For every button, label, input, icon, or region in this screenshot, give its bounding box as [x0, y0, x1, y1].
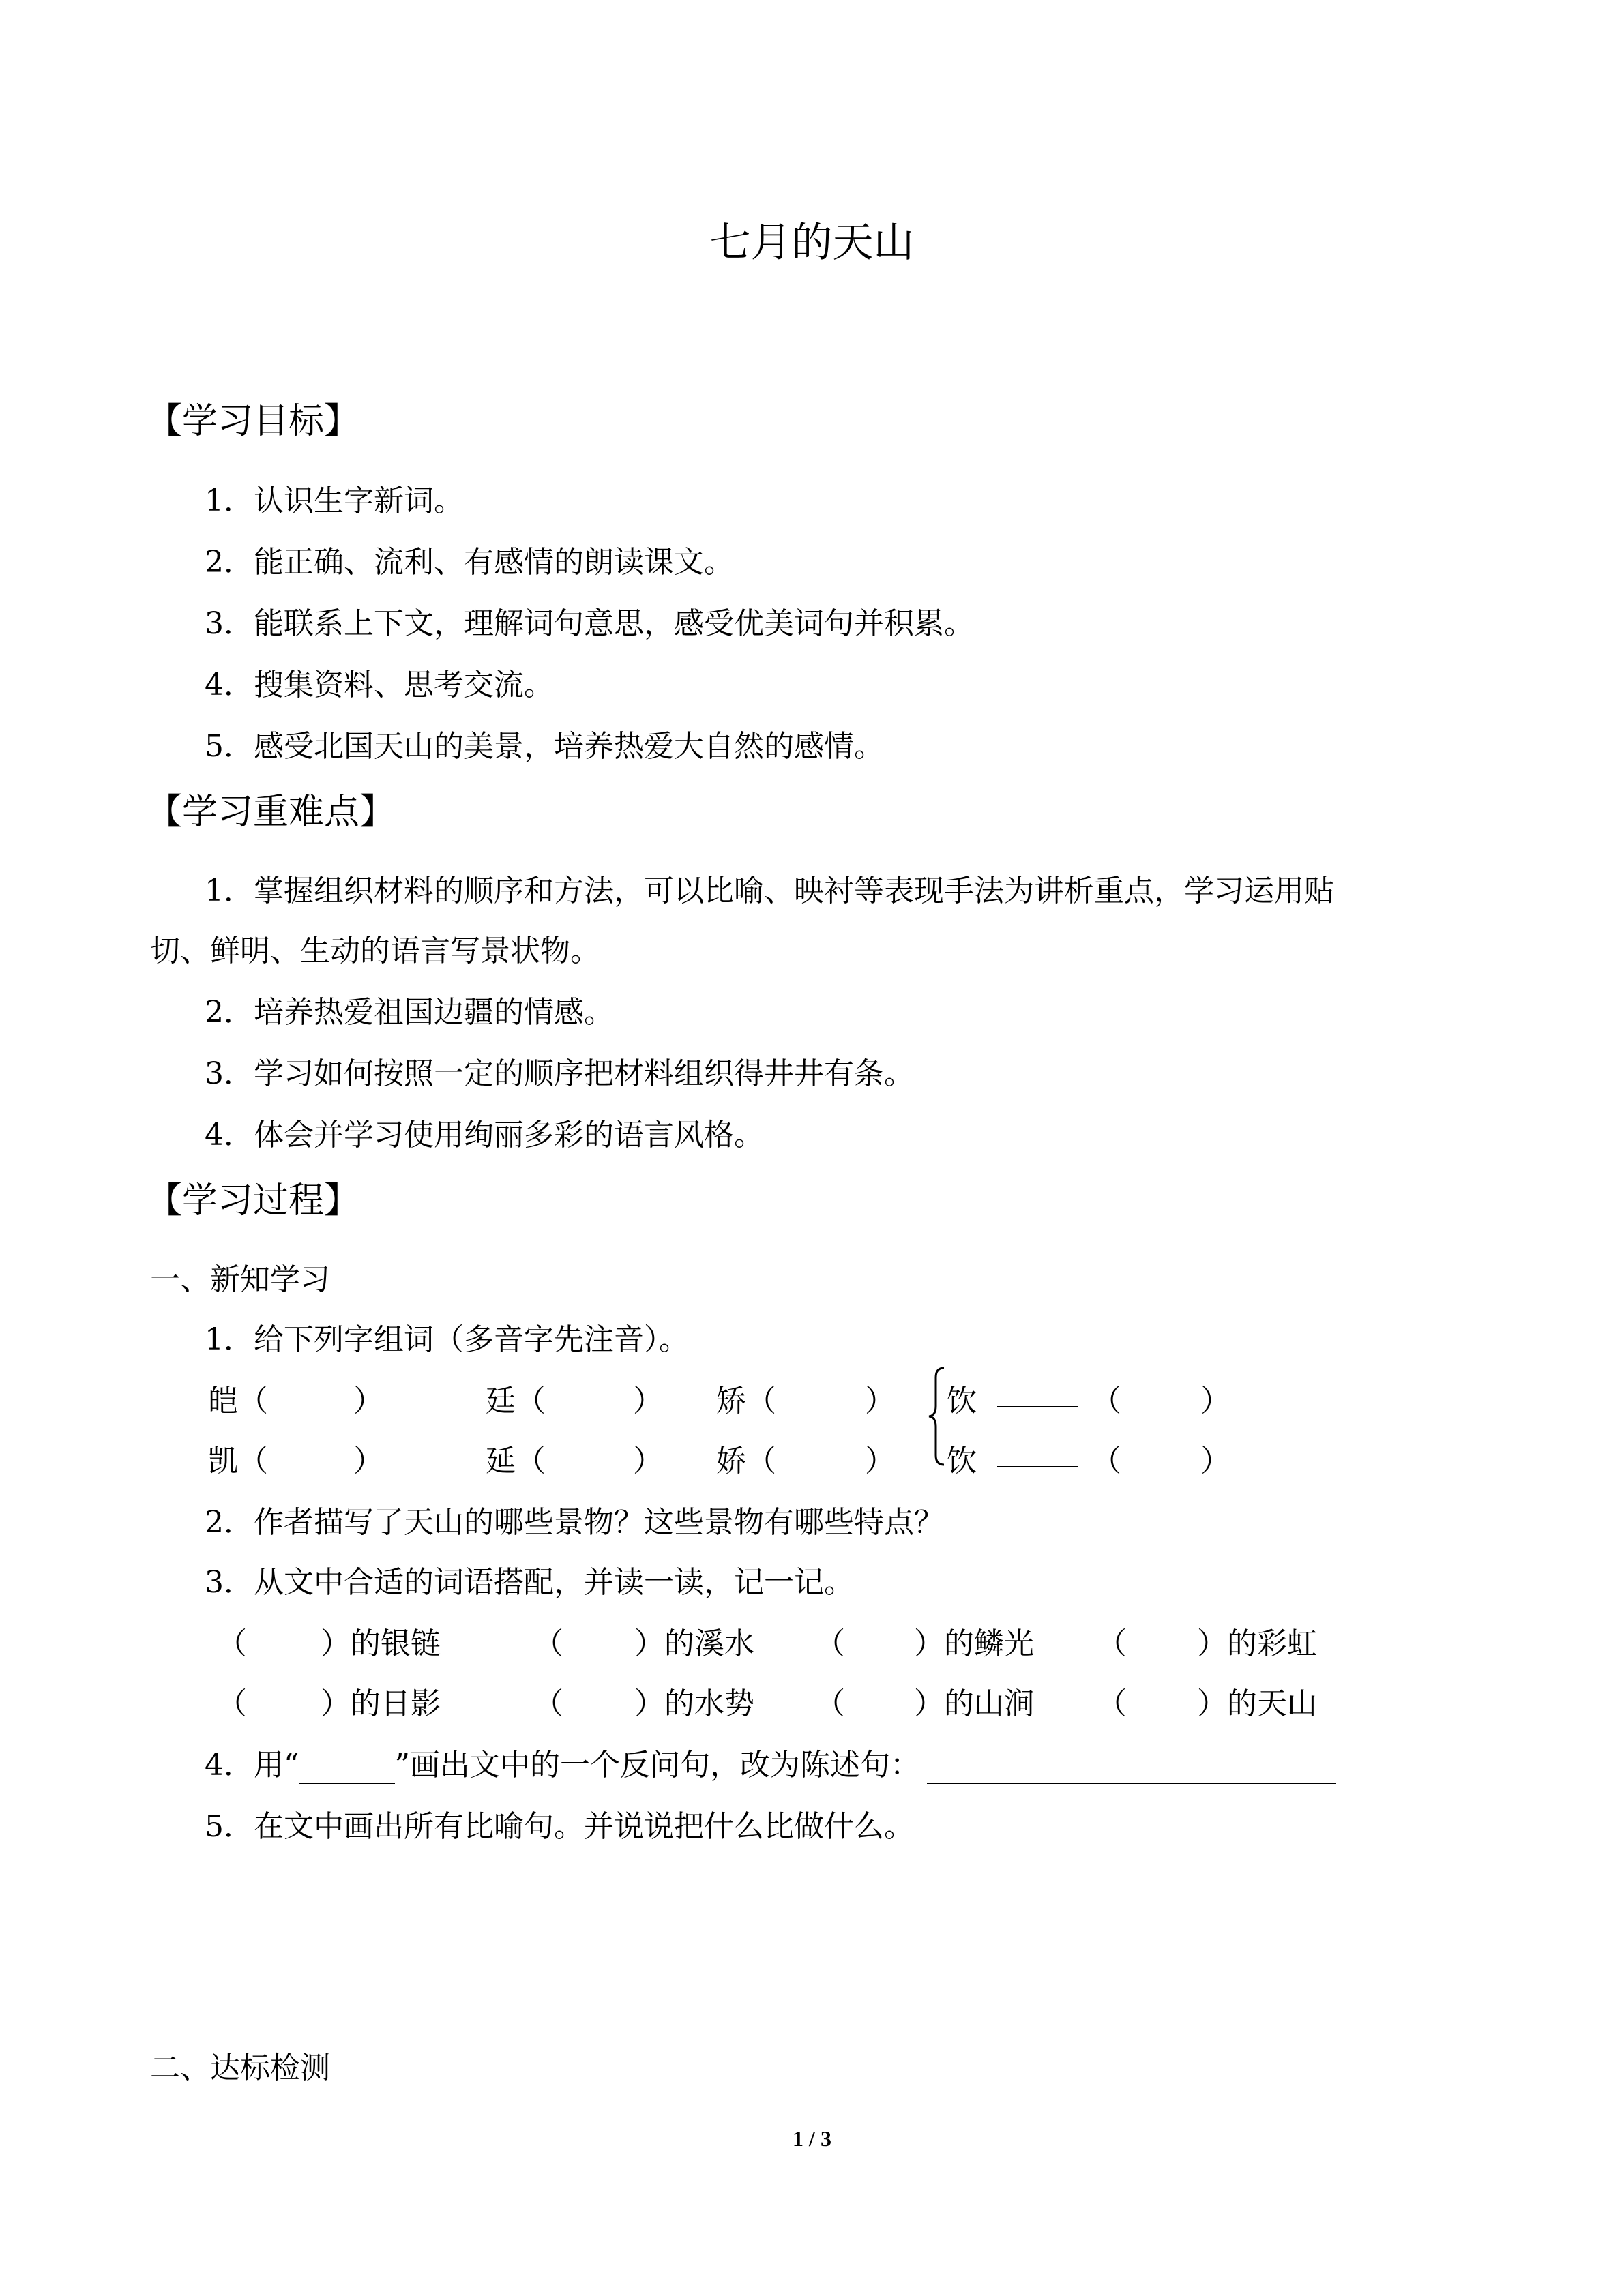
goals-heading: 【学习目标】: [147, 401, 360, 442]
match-item: ）的银链: [321, 1626, 441, 1661]
match-item: ）的鳞光: [914, 1626, 1034, 1661]
key-point-item: 2．培养热爱祖国边疆的情感。: [205, 995, 614, 1030]
match-paren: （: [1097, 1686, 1127, 1721]
char-paren: ）: [1200, 1444, 1230, 1478]
char-cell: 凯（: [208, 1444, 268, 1478]
key-points-heading: 【学习重难点】: [147, 792, 396, 833]
goal-item: 4．搜集资料、思考交流。: [205, 668, 554, 702]
key-point-item: 3．学习如何按照一定的顺序把材料组织得井井有条。: [205, 1056, 914, 1091]
char-cell: 皑（: [208, 1384, 268, 1418]
match-item: ）的溪水: [634, 1626, 754, 1661]
char-cell: 廷（: [486, 1384, 546, 1418]
char-paren: （: [1091, 1384, 1121, 1418]
part-two-heading: 二、达标检测: [150, 2051, 330, 2085]
question-3: 3．从文中合适的词语搭配，并读一读，记一记。: [205, 1565, 854, 1600]
char-paren: （: [1091, 1444, 1121, 1478]
char-paren: ）: [1200, 1384, 1230, 1418]
answer-blank[interactable]: [997, 1379, 1078, 1407]
goal-item: 1．认识生字新词。: [205, 483, 464, 518]
char-paren: ）: [633, 1384, 663, 1418]
match-paren: （: [815, 1686, 845, 1721]
match-paren: （: [533, 1626, 563, 1661]
match-paren: （: [217, 1686, 247, 1721]
match-paren: （: [217, 1626, 247, 1661]
char-paren: ）: [865, 1384, 895, 1418]
char-paren: ）: [633, 1444, 663, 1478]
match-item: ）的天山: [1197, 1686, 1317, 1721]
key-point-item-continued: 切、鲜明、生动的语言写景状物。: [150, 934, 600, 968]
char-cell: 饮: [947, 1444, 977, 1478]
match-paren: （: [533, 1686, 563, 1721]
match-paren: （: [815, 1626, 845, 1661]
question-4-prefix: 4．用“: [205, 1748, 299, 1783]
match-item: ）的彩虹: [1197, 1626, 1317, 1661]
char-paren: ）: [865, 1444, 895, 1478]
char-cell: 饮: [947, 1384, 977, 1418]
goal-item: 5．感受北国天山的美景，培养热爱大自然的感情。: [205, 729, 884, 764]
key-point-item: 1．掌握组织材料的顺序和方法，可以比喻、映衬等表现手法为讲析重点，学习运用贴: [205, 874, 1334, 908]
char-cell: 娇（: [716, 1444, 776, 1478]
question-1: 1．给下列字组词（多音字先注音）。: [205, 1322, 689, 1357]
page-number: 1 / 3: [793, 2126, 831, 2151]
char-paren: ）: [353, 1384, 383, 1418]
question-5: 5．在文中画出所有比喻句。并说说把什么比做什么。: [205, 1809, 914, 1844]
char-paren: ）: [353, 1444, 383, 1478]
question-4-suffix: ”画出文中的一个反问句，改为陈述句：: [394, 1748, 920, 1783]
match-paren: （: [1097, 1626, 1127, 1661]
process-heading: 【学习过程】: [147, 1180, 360, 1221]
char-cell: 延（: [486, 1444, 546, 1478]
goal-item: 3．能联系上下文，理解词句意思，感受优美词句并积累。: [205, 606, 974, 641]
match-item: ）的山涧: [914, 1686, 1034, 1721]
char-cell: 矫（: [716, 1384, 776, 1418]
key-point-item: 4．体会并学习使用绚丽多彩的语言风格。: [205, 1118, 764, 1152]
goal-item: 2．能正确、流利、有感情的朗读课文。: [205, 545, 734, 580]
match-item: ）的日影: [321, 1686, 441, 1721]
part-one-heading: 一、新知学习: [150, 1262, 330, 1297]
page-title: 七月的天山: [709, 219, 915, 267]
match-item: ）的水势: [634, 1686, 754, 1721]
question-4: [205, 1740, 1336, 1784]
answer-line[interactable]: [927, 1755, 1336, 1784]
question-2: 2．作者描写了天山的哪些景物？这些景物有哪些特点？: [205, 1505, 944, 1540]
underline-sample: [299, 1755, 395, 1784]
answer-blank[interactable]: [997, 1439, 1078, 1467]
curly-brace-icon: [926, 1365, 947, 1467]
